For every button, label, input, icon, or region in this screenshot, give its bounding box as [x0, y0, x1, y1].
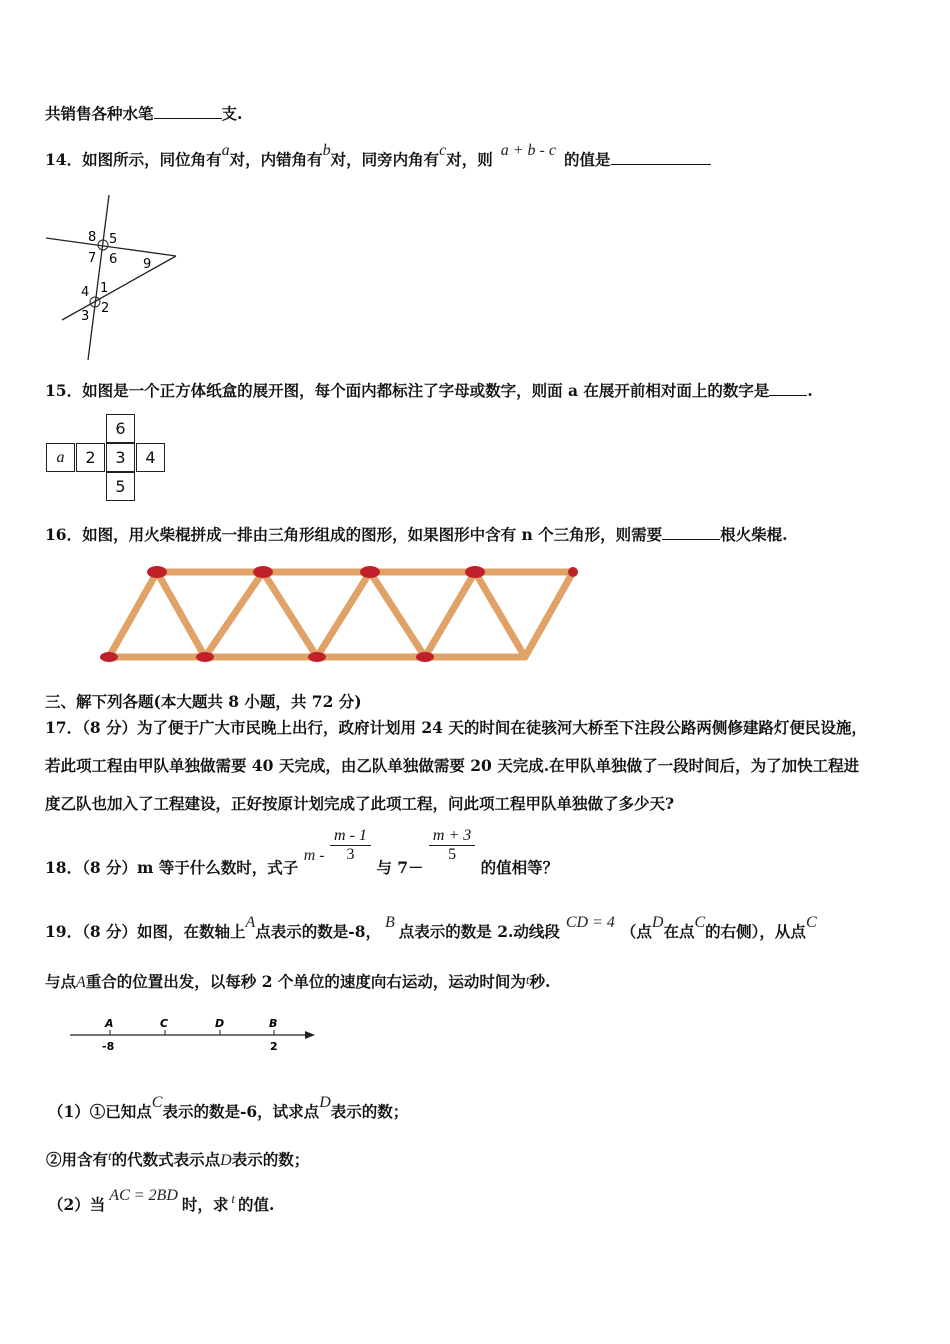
matchstick	[109, 572, 157, 657]
angle-label-2: 2	[101, 301, 110, 316]
net-face-3: 3	[106, 443, 135, 472]
angle-label-4: 4	[81, 285, 90, 300]
q14-number: 14．	[45, 150, 83, 169]
line0-text: 共销售各种水笔	[45, 104, 154, 123]
matchstick	[425, 572, 475, 657]
q15-text: 如图是一个正方体纸盒的展开图，每个面内都标注了字母或数字，则面 a 在展开前相对面上的数字是	[82, 381, 770, 400]
net-face-2: 2	[76, 443, 105, 472]
q19-l2t: t	[525, 972, 530, 987]
match-head	[568, 567, 578, 577]
matchsticks	[109, 572, 573, 657]
net-face-4: 4	[136, 443, 165, 472]
axis-label-A: A	[105, 1017, 114, 1030]
question-18	[45, 827, 559, 877]
q14-text2: 对，内错角有	[229, 150, 323, 169]
q15-suffix: .	[807, 381, 813, 400]
q16-suffix: 根火柴棍.	[720, 525, 788, 544]
angle-label-5: 5	[109, 232, 118, 247]
net-face-bottom: 5	[106, 472, 135, 501]
angle-figure	[40, 190, 190, 365]
match-head	[308, 652, 326, 662]
frac2-denominator: 5	[448, 846, 457, 863]
answer-blank	[662, 525, 720, 540]
q19-C2: C	[805, 914, 817, 931]
answer-blank	[154, 104, 222, 119]
q19-l2c: 秒.	[529, 972, 551, 991]
q19-p2c: 表示的数；	[231, 1150, 310, 1169]
frac2-numerator: m + 3	[432, 827, 472, 844]
match-head	[100, 652, 118, 662]
q19-l2a: 与点	[45, 972, 77, 991]
q19-p1b: 表示的数是-6，试求点	[162, 1102, 320, 1121]
q19-p1c: 表示的数；	[330, 1102, 409, 1121]
match-head	[196, 652, 214, 662]
q18-fraction-2	[429, 827, 475, 864]
q19-A: A	[245, 914, 256, 931]
net-face-top: 6	[106, 414, 135, 443]
angle-label-3: 3	[81, 309, 90, 324]
angle-label-1: 1	[100, 281, 109, 296]
angle-label-9: 9	[143, 257, 152, 272]
q18-suffix: 的值相等？	[480, 857, 559, 877]
q15-number: 15．	[45, 381, 83, 400]
matchstick	[205, 572, 263, 657]
number-axis	[65, 1010, 325, 1060]
q19-p3c: 的值.	[238, 1195, 275, 1214]
axis-label-C: C	[160, 1017, 169, 1030]
q18-mid: 与 7－	[376, 857, 424, 877]
q19-l2A: A	[76, 974, 86, 991]
line-0	[45, 102, 242, 124]
q19-part1-2	[46, 1148, 309, 1170]
q19-p2D: D	[220, 1152, 232, 1169]
axis-label-B: B	[269, 1017, 278, 1030]
q19-text2: 点表示的数是-8，	[255, 922, 382, 941]
q19-line2	[45, 970, 550, 992]
transversal	[88, 195, 109, 360]
q17-line3: 度乙队也加入了工程建设，正好按原计划完成了此项工程，问此项工程甲队单独做了多少天?	[45, 794, 675, 813]
matchstick	[263, 572, 317, 657]
match-head	[465, 566, 485, 578]
q14-text4: 对，则	[446, 150, 493, 169]
q14-var-b: b	[322, 142, 331, 159]
section-heading: 三、解下列各题(本大题共 8 小题，共 72 分)	[45, 692, 362, 711]
q17-line2: 若此项工程由甲队单独做需要 40 天完成，由乙队单独做需要 20 天完成.在甲队单独做了一段时间后，为了加快工程进	[45, 756, 860, 775]
angle-label-7: 7	[88, 251, 97, 266]
match-heads	[100, 566, 578, 662]
matchstick	[525, 572, 573, 657]
q19-text6: 的右侧），从点	[705, 922, 806, 941]
q19-text4: （点	[620, 922, 652, 941]
axis-value-2: 2	[270, 1040, 278, 1053]
q18-prefix: 18．（8 分）m 等于什么数时，式子	[45, 857, 299, 877]
q19-p2a: ②用含有	[46, 1150, 109, 1169]
q16-text: 如图，用火柴棍拼成一排由三角形组成的图形，如果图形中含有 n 个三角形，则需要	[82, 525, 663, 544]
q19-C: C	[694, 914, 706, 931]
answer-blank	[769, 381, 807, 396]
matchstick	[157, 572, 205, 657]
question-15	[45, 379, 813, 401]
q19-p1a: （1）①已知点	[48, 1102, 152, 1121]
q14-text5: 的值是	[563, 150, 611, 169]
q19-p1D: D	[319, 1094, 331, 1111]
q19-p3t: t	[231, 1191, 236, 1206]
matchstick	[475, 572, 525, 657]
frac1-denominator: 3	[346, 846, 355, 863]
q19-p2b: 的代数式表示点	[111, 1150, 221, 1169]
q18-m: m -	[303, 846, 325, 864]
question-19	[45, 914, 817, 942]
angle-label-8: 8	[88, 230, 97, 245]
q16-number: 16．	[45, 525, 83, 544]
question-14	[45, 142, 711, 170]
net-face-a: a	[46, 443, 75, 472]
q19-B: B	[385, 914, 395, 931]
axis-value-minus8: -8	[102, 1040, 115, 1053]
line-bottom	[62, 256, 176, 320]
axis-label-D: D	[215, 1017, 225, 1030]
q19-text3: 点表示的数是 2.动线段	[398, 922, 560, 941]
q14-text1: 如图所示，同位角有	[82, 150, 222, 169]
axis-arrow	[305, 1031, 315, 1039]
q18-fraction-1	[330, 827, 371, 864]
q14-expr: a + b - c	[500, 142, 556, 159]
q14-var-a: a	[221, 142, 230, 159]
line0-suffix: 支.	[221, 104, 243, 123]
q19-p1C: C	[151, 1094, 163, 1111]
q19-text1: 19．（8 分）如图，在数轴上	[45, 922, 246, 941]
matchstick	[317, 572, 370, 657]
answer-blank	[611, 150, 711, 165]
q19-p3b: 时，求	[181, 1195, 229, 1214]
match-head	[360, 566, 380, 578]
matchstick	[370, 572, 425, 657]
q19-p3eq: AC = 2BD	[109, 1187, 178, 1204]
q19-part1	[48, 1094, 409, 1122]
frac1-numerator: m - 1	[334, 827, 367, 844]
q19-part2	[48, 1187, 275, 1215]
q14-var-c: c	[439, 142, 447, 159]
match-head	[147, 566, 167, 578]
q19-p3a: （2）当	[48, 1195, 106, 1214]
question-16	[45, 523, 788, 545]
matchstick-figure	[95, 560, 590, 670]
q19-text5: 在点	[663, 922, 695, 941]
angle-label-6: 6	[109, 252, 118, 267]
q19-D: D	[651, 914, 664, 931]
q17-line1: 17．（8 分）为了便于广大市民晚上出行，政府计划用 24 天的时间在徒骇河大桥至下注段公路两侧修建路灯便民设施，	[45, 718, 867, 737]
q19-l2b: 重合的位置出发，以每秒 2 个单位的速度向右运动，运动时间为	[85, 972, 526, 991]
q19-p2t: t	[108, 1148, 112, 1163]
match-head	[416, 652, 434, 662]
match-head	[253, 566, 273, 578]
q14-text3: 对，同旁内角有	[330, 150, 440, 169]
q19-CD: CD = 4	[565, 914, 615, 931]
